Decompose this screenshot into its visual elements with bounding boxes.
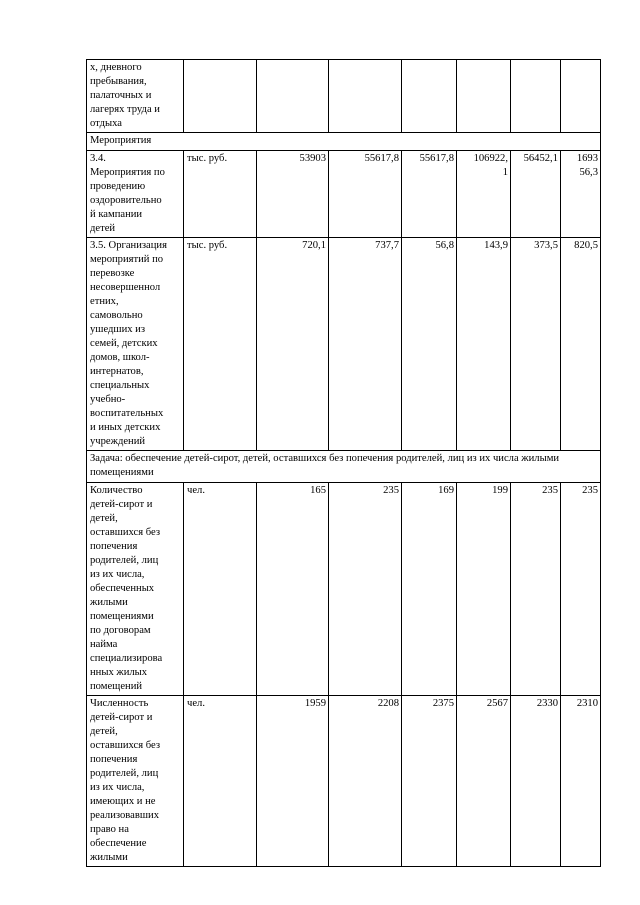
value-cell: 55617,8 [402,151,457,238]
value-cell: 53903 [257,151,329,238]
value-cell: 373,5 [511,238,561,451]
section-heading: Мероприятия [87,133,601,151]
value-cell [329,60,402,133]
value-cell: 56,8 [402,238,457,451]
value-cell: 1959 [257,696,329,867]
value-cell: 165 [257,483,329,696]
unit-cell: тыс. руб. [184,238,257,451]
value-cell [561,60,601,133]
unit-cell: тыс. руб. [184,151,257,238]
value-cell [257,60,329,133]
value-cell: 55617,8 [329,151,402,238]
value-cell: 720,1 [257,238,329,451]
value-cell: 2208 [329,696,402,867]
unit-cell [184,60,257,133]
task-heading: Задача: обеспечение детей-сирот, детей, оставшихся без попечения родителей, лиц из их числа жилыми помещениями [87,451,601,483]
value-cell: 737,7 [329,238,402,451]
value-cell [457,60,511,133]
value-cell: 235 [329,483,402,696]
table-row [87,238,601,451]
value-cell [402,60,457,133]
row-label: х, дневного пребывания, палаточных и лагерях труда и отдыха [87,60,184,133]
value-cell: 235 [511,483,561,696]
row-label: Количество детей-сирот и детей, оставшихся без попечения родителей, лиц из их числа, обеспеченных жилыми помещениями по договорам найма специализирова нных жилых помещений [87,483,184,696]
value-cell: 2567 [457,696,511,867]
section-row [87,451,601,483]
table-row [87,60,601,133]
section-row [87,133,601,151]
row-label: 3.4. Мероприятия по проведению оздоровительно й кампании детей [87,151,184,238]
value-cell [511,60,561,133]
table-row [87,696,601,867]
value-cell: 199 [457,483,511,696]
row-label: 3.5. Организация мероприятий по перевозке несовершеннол етних, самовольно ушедших из семей, детских домов, школ- интернатов, специальных учебно- воспитательных и иных детских учреждений [87,238,184,451]
table-row [87,483,601,696]
indicators-table [86,59,601,867]
unit-cell: чел. [184,696,257,867]
unit-cell: чел. [184,483,257,696]
value-cell: 169 [402,483,457,696]
value-cell: 2330 [511,696,561,867]
value-cell: 235 [561,483,601,696]
value-cell: 56452,1 [511,151,561,238]
value-cell: 1693 56,3 [561,151,601,238]
value-cell: 2310 [561,696,601,867]
table-row [87,151,601,238]
value-cell: 143,9 [457,238,511,451]
value-cell: 820,5 [561,238,601,451]
row-label: Численность детей-сирот и детей, оставшихся без попечения родителей, лиц из их числа, имеющих и не реализовавших право на обеспечение жилыми [87,696,184,867]
value-cell: 106922, 1 [457,151,511,238]
value-cell: 2375 [402,696,457,867]
